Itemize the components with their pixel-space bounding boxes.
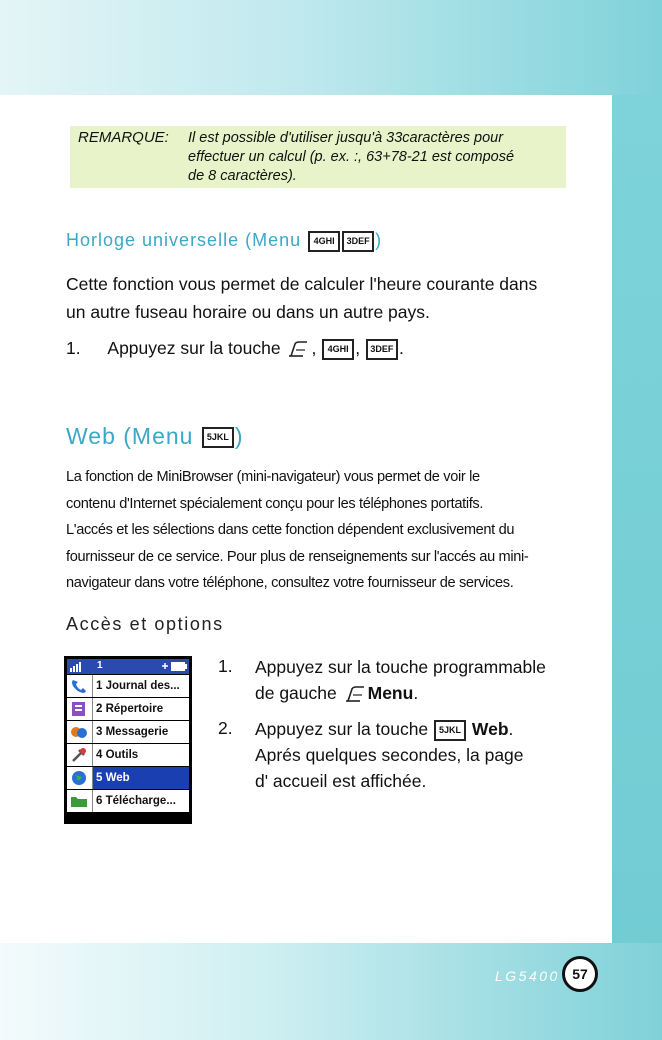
world-clock-step-1 — [66, 334, 404, 362]
web-step-1 — [255, 654, 546, 706]
phone-icon — [70, 678, 88, 694]
period: . — [413, 683, 419, 703]
step-line: Appuyez sur la touche programmable — [255, 657, 546, 677]
note-box — [70, 126, 566, 188]
period: . — [398, 338, 404, 358]
description-line: un autre fuseau horaire ou dans un autre pays. — [66, 302, 430, 322]
web-heading-text: Web (Menu — [66, 423, 194, 449]
world-clock-heading — [66, 230, 382, 252]
step-line: Aprés quelques secondes, la page — [255, 745, 524, 765]
model-name: LG5400 — [495, 968, 560, 984]
comma: , — [355, 338, 361, 358]
web-step-2 — [255, 716, 524, 794]
step-number: 1. — [218, 656, 233, 676]
phone-menu-item — [67, 744, 189, 766]
description-line: L'accés et les sélections dans cette fonction dépendent exclusivement du — [66, 522, 515, 538]
phone-menu-label: 3 Messagerie — [92, 721, 189, 743]
phone-menu-label: 5 Web — [92, 767, 189, 789]
web-key-label: Web — [471, 719, 509, 739]
key-5-icon: 5JKL — [202, 427, 234, 448]
phone-menu-item — [67, 790, 189, 812]
key-4-icon: 4GHI — [308, 231, 340, 252]
access-options-subheading: Accès et options — [66, 614, 224, 634]
contacts-icon — [70, 701, 88, 717]
note-line: effectuer un calcul (p. ex. :, 63+78-21 est composé — [188, 149, 515, 165]
phone-menu-label: 4 Outils — [92, 744, 189, 766]
phone-menu-item-selected — [67, 767, 189, 789]
web-heading — [66, 423, 244, 450]
bottom-decor-band — [0, 943, 662, 1040]
world-clock-heading-close: ) — [375, 230, 383, 250]
step-line: d' accueil est affichée. — [255, 771, 427, 791]
note-line: de 8 caractères). — [188, 168, 297, 184]
web-description — [66, 464, 596, 597]
signal-icon — [70, 661, 86, 672]
phone-menu-item — [67, 698, 189, 720]
note-text — [188, 129, 560, 186]
step-number: 2. — [218, 718, 233, 738]
description-line: Cette fonction vous permet de calculer l'heure courante dans — [66, 274, 538, 294]
key-5-icon: 5JKL — [434, 720, 466, 741]
period: . — [508, 719, 514, 739]
phone-menu-label: 2 Répertoire — [92, 698, 189, 720]
globe-icon — [70, 770, 88, 786]
description-line: La fonction de MiniBrowser (mini-navigateur) vous permet de voir le — [66, 469, 480, 485]
note-line: Il est possible d'utiliser jusqu'à 33caractères pour — [188, 130, 504, 146]
step-line — [255, 716, 524, 742]
status-number: 1 — [97, 660, 103, 671]
step-text: Appuyez sur la touche — [107, 338, 281, 358]
battery-icon — [161, 661, 187, 672]
menu-key-label: Menu — [367, 683, 414, 703]
page-number-badge: 57 — [562, 956, 598, 992]
phone-screen-image — [64, 656, 192, 824]
description-line: contenu d'Internet spécialement conçu pour les téléphones portatifs. — [66, 495, 484, 512]
left-softkey-icon — [344, 685, 366, 703]
description-line: fournisseur de ce service. Pour plus de renseignements sur l'accés au mini- — [66, 548, 529, 565]
phone-menu-label: 1 Journal des... — [92, 675, 189, 697]
phone-menu-list — [67, 675, 189, 813]
note-label: REMARQUE: — [78, 129, 169, 146]
phone-menu-label: 6 Télécharge... — [92, 790, 189, 812]
web-heading-close: ) — [234, 423, 244, 449]
phone-menu-item — [67, 721, 189, 743]
tools-icon — [70, 747, 88, 763]
status-bar — [67, 659, 189, 674]
key-4-icon: 4GHI — [322, 339, 354, 360]
comma: , — [311, 338, 317, 358]
step-line — [255, 680, 546, 706]
key-3-icon: 3DEF — [342, 231, 374, 252]
step-text: de gauche — [255, 683, 337, 703]
description-line: navigateur dans votre téléphone, consultez votre fournisseur de services. — [66, 575, 514, 591]
key-3-icon: 3DEF — [366, 339, 398, 360]
step-number: 1. — [66, 338, 81, 358]
step-text: Appuyez sur la touche — [255, 719, 429, 739]
world-clock-description — [66, 270, 537, 326]
world-clock-heading-text: Horloge universelle (Menu — [66, 230, 302, 250]
right-decor-band — [612, 95, 662, 943]
left-softkey-icon — [287, 340, 309, 358]
folder-icon — [70, 793, 88, 809]
messaging-icon — [70, 724, 88, 740]
phone-menu-item — [67, 675, 189, 697]
